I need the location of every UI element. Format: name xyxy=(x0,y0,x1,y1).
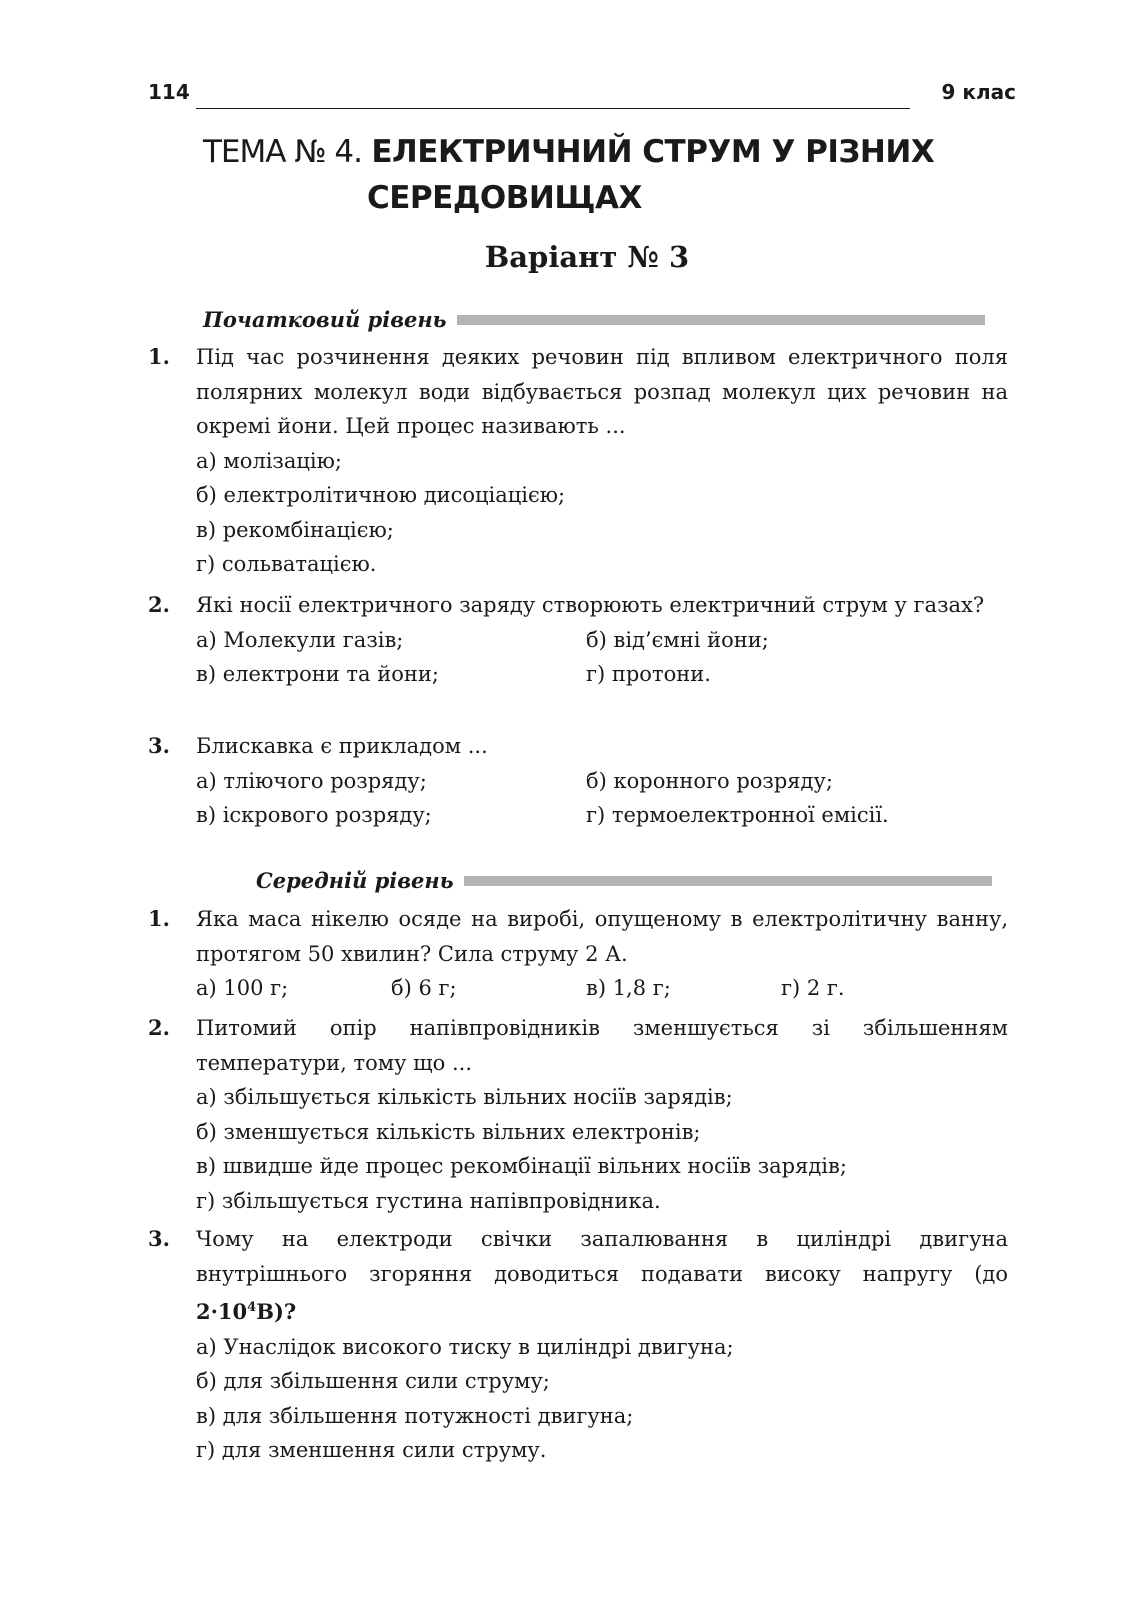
question-text: Яка маса нікелю осяде на виробі, опущеному в електролітичну ванну, протягом 50 хвилин? Сила струму 2 А. xyxy=(196,907,1008,966)
option: в) рекомбінацією; xyxy=(196,517,394,542)
level-bar xyxy=(457,315,985,325)
question-1-initial xyxy=(148,340,1008,582)
option: в) іскрового розряду; xyxy=(196,803,432,827)
option: б) 6 г; xyxy=(391,976,457,1000)
voltage-formula xyxy=(196,1299,296,1324)
topic-title-line1: ЕЛЕКТРИЧНИЙ СТРУМ У РІЗНИХ xyxy=(371,134,935,170)
option: г) протони. xyxy=(586,662,711,686)
question-number: 3. xyxy=(148,733,170,758)
option: г) для зменшення сили струму. xyxy=(196,1438,547,1462)
option: г) термоелектронної емісії. xyxy=(586,803,889,827)
option: а) збільшується кількість вільних носіїв зарядів; xyxy=(196,1085,733,1109)
question-2-initial xyxy=(148,588,1008,692)
option: в) 1,8 г; xyxy=(586,976,671,1000)
option: г) 2 г. xyxy=(781,976,845,1000)
formula-unit: В)? xyxy=(256,1299,297,1324)
level-title: Початковий рівень xyxy=(203,307,447,332)
question-number: 3. xyxy=(148,1226,170,1251)
question-3-intermediate xyxy=(148,1222,1008,1468)
option: г) сольватацією. xyxy=(196,552,377,576)
option: в) швидше йде процес рекомбінації вільних носіїв зарядів; xyxy=(196,1154,847,1178)
question-text: Які носії електричного заряду створюють електричний струм у газах? xyxy=(196,593,985,617)
question-3-initial xyxy=(148,729,1008,833)
option: б) зменшується кількість вільних електронів; xyxy=(196,1119,701,1144)
formula-base: 2·10 xyxy=(196,1299,248,1324)
level-bar xyxy=(464,876,992,886)
page-number: 114 xyxy=(148,80,190,104)
question-2-intermediate xyxy=(148,1011,1008,1218)
question-1-intermediate xyxy=(148,902,1008,1006)
level-title: Середній рівень xyxy=(256,868,454,893)
question-text: Блискавка є прикладом ... xyxy=(196,734,488,758)
question-number: 1. xyxy=(148,344,170,369)
option: а) 100 г; xyxy=(196,976,289,1000)
question-number: 1. xyxy=(148,906,170,931)
grade-label: 9 клас xyxy=(941,80,1016,104)
option: в) для збільшення потужності двигуна; xyxy=(196,1403,634,1428)
variant-title: Варіант № 3 xyxy=(484,240,690,274)
formula-exponent: 4 xyxy=(247,1300,257,1315)
header-rule xyxy=(196,108,910,109)
question-text: Під час розчинення деяких речовин під впливом електричного поля полярних молекул води відбувається розпад молекул цих речовин на окремі йони. Цей процес називають ... xyxy=(196,345,1008,438)
option: б) електролітичною дисоціацією; xyxy=(196,483,566,507)
question-text-main: Чому на електроди свічки запалювання в циліндрі двигуна внутрішнього згоряння доводиться подавати високу напругу (до xyxy=(196,1227,1008,1286)
topic-title xyxy=(203,128,934,176)
question-text: Питомий опір напівпровідників зменшується зі збільшенням температури, тому що ... xyxy=(196,1016,1008,1075)
topic-prefix: ТЕМА № 4. xyxy=(203,134,363,170)
question-number: 2. xyxy=(148,1015,170,1040)
option: б) для збільшення сили струму; xyxy=(196,1369,550,1393)
option: а) Молекули газів; xyxy=(196,627,404,652)
option: а) тліючого розряду; xyxy=(196,768,427,793)
option: а) Унаслідок високого тиску в циліндрі двигуна; xyxy=(196,1334,734,1359)
level-heading-intermediate xyxy=(256,868,992,893)
topic-title-line2: СЕРЕДОВИЩАХ xyxy=(367,180,642,216)
question-number: 2. xyxy=(148,592,170,617)
option: г) збільшується густина напівпровідника. xyxy=(196,1188,661,1213)
option: б) коронного розряду; xyxy=(586,768,833,793)
option: б) від’ємні йони; xyxy=(586,627,769,652)
question-text xyxy=(196,1222,1008,1330)
option: а) молізацію; xyxy=(196,448,342,473)
level-heading-initial xyxy=(203,307,985,332)
option: в) електрони та йони; xyxy=(196,662,439,686)
